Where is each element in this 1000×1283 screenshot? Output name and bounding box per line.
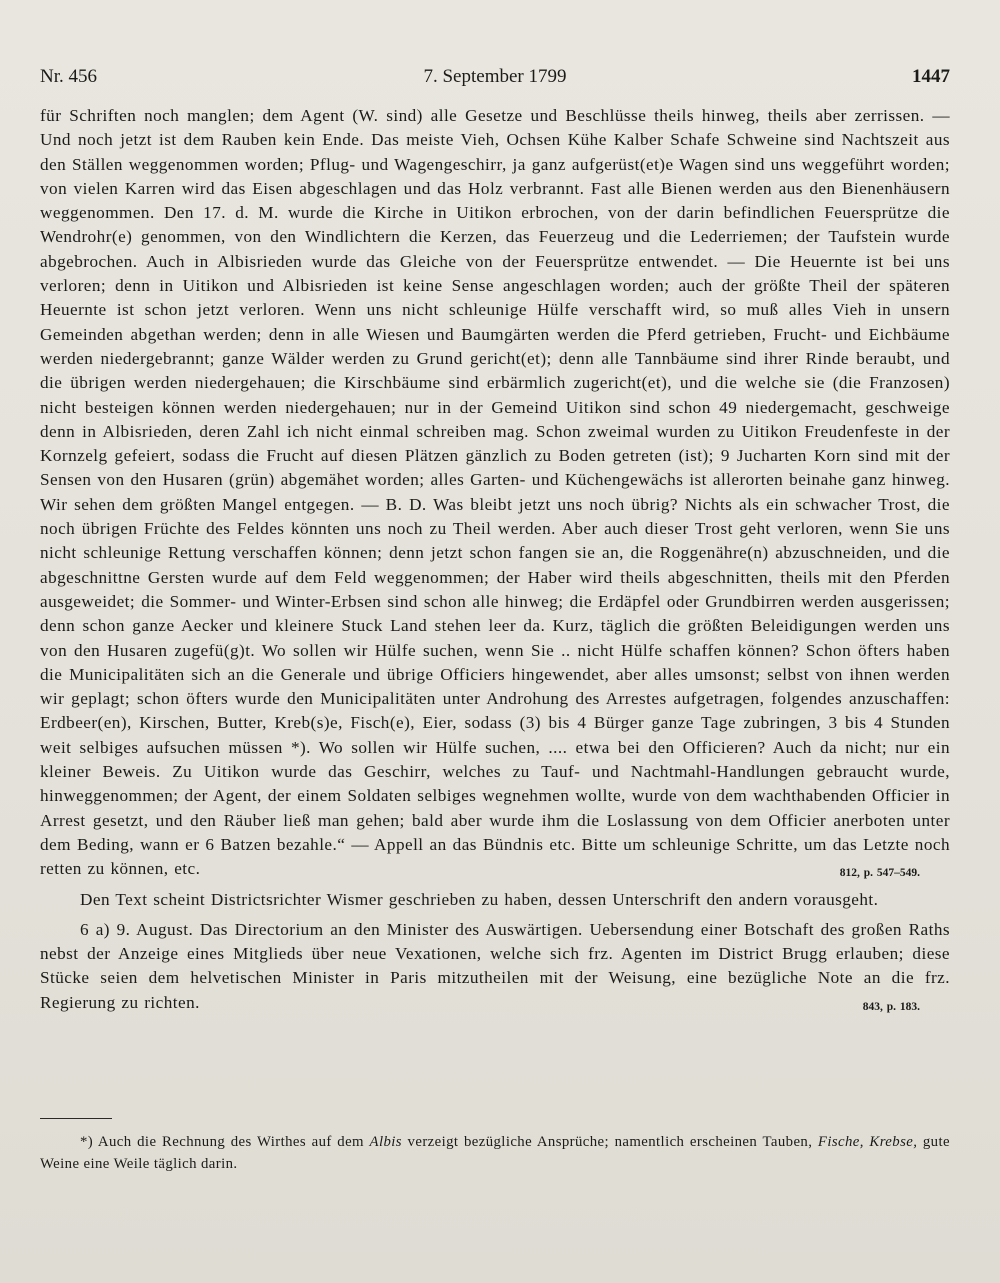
footnote-items: Fische, Krebse, bbox=[817, 1134, 918, 1150]
footnote-text-c: gute Weine eine Weile täglich darin. bbox=[40, 1134, 950, 1172]
editorial-note: Den Text scheint Districtsrichter Wismer geschrieben zu haben, dessen Unterschrift den andern vorausgeht. bbox=[80, 889, 879, 909]
page-number: 1447 bbox=[912, 66, 950, 87]
decree-reference: 843, p. 183. bbox=[862, 1000, 920, 1013]
footnote-marker: *) bbox=[80, 1134, 94, 1150]
document-number: Nr. 456 bbox=[40, 66, 97, 87]
footnote-divider bbox=[40, 1118, 112, 1119]
body-text bbox=[40, 104, 950, 1019]
page-header bbox=[40, 66, 950, 94]
footnote-text-b: verzeigt bezügliche Ansprüche; namentlich erscheinen Tauben, bbox=[407, 1134, 813, 1150]
decree-paragraph bbox=[40, 918, 950, 1015]
footnote bbox=[40, 1131, 950, 1175]
main-paragraph-text: für Schriften noch manglen; dem Agent (W. sind) alle Gesetze und Beschlüsse theils hinweg, theils aber zerrissen. — Und noch jetzt ist dem Rauben kein Ende. Das meiste Vieh, Ochsen Kühe Kalber Schafe Schweine sind Nachtszeit aus den Ställen weggenommen worden; Pflug- und Wagengeschirr, ja ganz aufgerüst(et)e Wagen sind uns weggeführt worden; von vielen Karren wird das Eisen abgeschlagen und das Holz verbrannt. Fast alle Bienen werden aus den Bienenhäusern weggenommen. Den 17. d. M. wurde die Kirche in Uitikon erbrochen, von der darin befindlichen Feuersprütze die Wendrohr(e) genommen, von den Windlichtern die Kerzen, das Feuerzeug und die Lederriemen; der Taufstein wurde abgebrochen. Auch in Albisrieden wurde das Gleiche von der Feuersprütze entwendet. — Die Heuernte ist bei uns verloren; denn in Uitikon und Albisrieden ist keine Sense angeschlagen worden; auch der größte Theil der späteren Heuernte ist schon jetzt verloren. Wenn uns nicht schleunige Hülfe verschafft wird, so muß alles Vieh in unsern Gemeinden abgethan werden; denn in alle Wiesen und Baumgärten werden die Pferd getrieben, Frucht- und Eichbäume werden niedergebrannt; ganze Wälder werden zu Grund gericht(et); denn alle Tannbäume sind ihrer Rinde beraubt, und die übrigen werden niedergehauen; die Kirschbäume sind erbärmlich zugericht(et), und die welche sie (die Franzosen) nicht besteigen können werden niedergehauen; nur in der Gemeind Uitikon sind schon 49 niedergemacht, geschweige denn in Albisrieden, deren Zahl ich nicht einmal schreiben mag. Schon zweimal wurden zu Uitikon Freudenfeste in der Kornzelg gefeiert, sodass die Frucht auf diesen Plätzen gänzlich zu Boden getreten (ist); 9 Jucharten Korn sind mit der Sensen von den Husaren (grün) abgemähet worden; alles Garten- und Küchengewächs ist allerorten beinahe ganz hinweg. Wir sehen dem größten Mangel entgegen. — B. D. Was bleibt jetzt uns noch übrig? Nichts als ein schwacher Trost, die noch übrigen Früchte des Feldes könnten uns noch zu Theil werden. Aber auch dieser Trost geht verloren, wenn Sie uns nicht schleunige Rettung verschaffen können; denn jetzt schon fangen sie an, die Roggenähre(n) abzuschneiden, und die abgeschnittne Gersten wurde auf dem Feld weggenommen; der Haber wird theils abgeschnitten, theils mit den Pferden ausgeweidet; die Sommer- und Winter-Erbsen sind schon alle hinweg; die Erdäpfel oder Grundbirren werden ausgerissen; denn schon ganze Aecker und kleinere Stuck Land stehen leer da. Kurz, täglich die größten Beleidigungen werden uns von den Husaren zugefü(g)t. Wo sollen wir Hülfe suchen, wenn Sie .. nicht Hülfe schaffen können? Schon öfters haben die Municipalitäten sich an die Generale und übrige Officiers hingewendet, aber alles umsonst; selbst von ihnen werden wir geplagt; schon öfters wurde den Municipalitäten unter Androhung des Arrestes aufgetragen, folgendes anzuschaffen: Erdbeer(en), Kirschen, Butter, Kreb(s)e, Fisch(e), Eier, sodass (3) bis 4 Bürger ganze Tage zubringen, 3 bis 4 Stunden weit selbiges aufsuchen müssen *). Wo sollen wir Hülfe suchen, .... etwa bei den Officieren? Auch da nicht; nur ein kleiner Beweis. Zu Uitikon wurde das Geschirr, welches zu Tauf- und Nachtmahl-Handlungen gebraucht wurde, hinweggenommen; der Agent, der einem Soldaten selbiges wegnehmen wollte, wurde von dem wachthabenden Officier in Arrest gesetzt, und den Räuber ließ man gehen; bald aber wurde ihm die Loslassung von dem Officier anerboten unter dem Beding, wann er 6 Batzen bezahle.“ — Appell an das Bündnis etc. Bitte um schleunige Schritte, um das Letzte noch retten zu können, etc. bbox=[40, 106, 950, 879]
document-date: 7. September 1799 bbox=[423, 66, 567, 87]
main-paragraph bbox=[40, 104, 950, 882]
footnote-text-a: Auch die Rechnung des Wirthes auf dem bbox=[97, 1134, 364, 1150]
source-reference: 812, p. 547–549. bbox=[839, 867, 920, 880]
footnote-place: Albis bbox=[369, 1134, 402, 1150]
decree-text: 6 a) 9. August. Das Directorium an den Minister des Auswärtigen. Uebersendung einer Botschaft des großen Raths nebst der Anzeige eines Mitglieds über neue Vexationen, welche sich frz. Agenten im District Brugg erlauben; diese Stücke seien dem helvetischen Minister in Paris mitzutheilen mit der Weisung, eine bezügliche Note an die frz. Regierung zu richten. bbox=[40, 919, 950, 1012]
